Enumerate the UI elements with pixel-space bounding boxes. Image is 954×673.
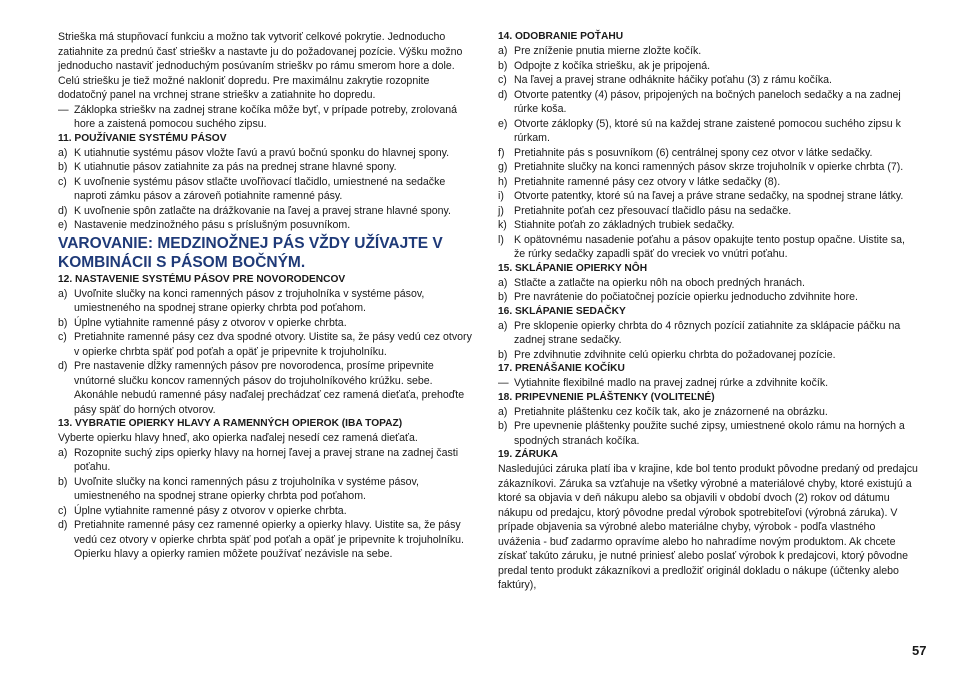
list-marker: i) bbox=[498, 190, 504, 202]
list-item bbox=[58, 287, 476, 316]
list-marker: c) bbox=[58, 504, 67, 517]
list-marker: c) bbox=[58, 175, 67, 188]
list-marker: a) bbox=[58, 146, 68, 159]
section-heading: 15. SKLÁPANIE OPIERKY NÔH bbox=[498, 262, 648, 274]
list-marker: a) bbox=[498, 405, 508, 418]
list-item bbox=[58, 218, 476, 233]
right-column bbox=[498, 30, 918, 593]
list-item-text: Pretiahnite pás s posuvníkom (6) centrálnej spony cez otvor v látke sedačky. bbox=[514, 146, 873, 159]
list-item-text: Stlačte a zatlačte na opierku nôh na oboch predných hranách. bbox=[514, 276, 805, 289]
list-item bbox=[498, 290, 918, 305]
list-item-text: Rozopnite suchý zips opierky hlavy na hornej ľavej a pravej strane na zadnej časti poťahu. bbox=[74, 446, 459, 473]
list-item bbox=[58, 330, 476, 359]
list-item-text: K opätovnému nasadenie poťahu a pásov opakujte tento postup opačne. Uistite sa, že rúrky sedačky zapadli späť do vreciek vo vnútri poťahu. bbox=[514, 233, 905, 260]
list-item bbox=[58, 204, 476, 219]
section-heading: 16. SKLÁPANIE SEDAČKY bbox=[498, 305, 626, 317]
list-item bbox=[498, 319, 918, 348]
list-marker: b) bbox=[498, 59, 508, 72]
paragraph: Vyberte opierku hlavy hneď, ako opierka naďalej nesedí cez ramená dieťaťa. bbox=[58, 432, 418, 444]
page-number: 57 bbox=[912, 643, 927, 658]
list-item-text: Otvorte záklopky (5), ktoré sú na každej strane zaistené pomocou suchého zipsu k rúrkam. bbox=[514, 117, 901, 144]
list-item-text: Pre nastavenie dĺžky ramenných pásov pre novorodenca, prosíme pripevnite vnútorné slučku koncov ramenných pásov do trojuholníkového krúžku. sebe. Akonáhle nebudú ramenné pásy naďalej prechádzať cez ramená dieťaťa, prehoďte pásy späť do horných otvorov. bbox=[74, 360, 465, 416]
list-marker: d) bbox=[498, 88, 508, 101]
list-item bbox=[498, 276, 918, 291]
section-heading: 17. PRENÁŠANIE KOČÍKU bbox=[498, 363, 625, 374]
list-item-text: Pretiahnite pláštenku cez kočík tak, ako je znázornené na obrázku. bbox=[514, 405, 828, 418]
list-marker: k) bbox=[498, 219, 507, 231]
list-marker: d) bbox=[58, 360, 68, 372]
list-item-text: Pretiahnite ramenné pásy cez dva spodné otvory. Uistite sa, že pásy vedú cez otvory v opierke chrbta späť pod poťah a opäť je pripevnite k trojuholníku. bbox=[74, 331, 472, 358]
list-marker: c) bbox=[498, 74, 507, 86]
section-heading: 11. POUŽÍVANIE SYSTÉMU PÁSOV bbox=[58, 132, 227, 144]
list-item-text: Vytiahnite flexibilné madlo na pravej zadnej rúrke a zdvihnite kočík. bbox=[514, 377, 829, 389]
warning-heading: VAROVANIE: MEDZINOŽNEJ PÁS VŽDY UŽÍVAJTE V KOMBINÁCII S PÁSOM BOČNÝM. bbox=[58, 234, 443, 271]
section-heading: 14. ODOBRANIE POŤAHU bbox=[498, 31, 624, 42]
list-marker: a) bbox=[498, 319, 508, 332]
list-item bbox=[498, 405, 918, 420]
list-item-text: Uvoľnite slučky na konci ramenných pásu z trojuholníka v systéme pásov, umiestneného na spodnej strane opierky chrbta pod poťahom. bbox=[74, 475, 419, 502]
list-item-text: Pre sklopenie opierky chrbta do 4 rôznych pozícií zatiahnite za sklápacie páčku na zadnej strane sedačky. bbox=[514, 319, 901, 346]
list-marker: — bbox=[58, 103, 69, 116]
list-item-text: K utiahnutie systému pásov vložte ľavú a pravú bočnú sponku do hlavnej spony. bbox=[74, 146, 450, 159]
list-marker: j) bbox=[498, 204, 504, 217]
list-item bbox=[498, 59, 918, 74]
list-marker: l) bbox=[498, 233, 504, 246]
list-item-text: Pretiahnite ramenné pásy cez otvory v látke sedačky (8). bbox=[514, 175, 781, 188]
list-item-text: Otvorte patentky (4) pásov, pripojených na bočných paneloch sedačky a na zadnej rúrke koša. bbox=[514, 88, 901, 115]
list-item-text: Nastavenie medzinožného pásu s príslušným posuvníkom. bbox=[74, 219, 351, 231]
list-item bbox=[58, 504, 476, 519]
list-item-text: Pre zníženie pnutia mierne zložte kočík. bbox=[514, 45, 702, 57]
section-heading: 19. ZÁRUKA bbox=[498, 449, 559, 460]
list-item bbox=[58, 316, 476, 331]
list-item-text: Pre zdvihnutie zdvihnite celú opierku chrbta do požadovanej pozície. bbox=[514, 348, 836, 361]
list-marker: g) bbox=[498, 161, 508, 173]
list-marker: a) bbox=[498, 45, 508, 57]
list-item bbox=[498, 348, 918, 363]
list-item-text: Pretiahnite slučky na konci ramenných pásov skrze trojuholník v opierke chrbta (7). bbox=[514, 161, 904, 173]
list-item bbox=[498, 204, 918, 219]
list-item-text: Stiahnite poťah zo základných trubiek sedačky. bbox=[514, 219, 735, 231]
list-item bbox=[58, 175, 476, 204]
list-item bbox=[498, 233, 918, 262]
list-marker: a) bbox=[498, 276, 508, 289]
list-marker: b) bbox=[58, 161, 68, 173]
list-item-text: K uvoľnenie systému pásov stlačte uvoľňovací tlačidlo, umiestnené na sedačke naproti zámku pásov a zároveň potiahnite ramenné pásy. bbox=[74, 175, 446, 202]
list-marker: f) bbox=[498, 146, 505, 159]
list-item bbox=[498, 88, 918, 117]
section-heading: 12. NASTAVENIE SYSTÉMU PÁSOV PRE NOVORODENCOV bbox=[58, 273, 346, 285]
list-marker: b) bbox=[498, 420, 508, 432]
list-item bbox=[58, 160, 476, 175]
list-item bbox=[498, 44, 918, 59]
list-item bbox=[498, 73, 918, 88]
list-marker: d) bbox=[58, 519, 68, 531]
list-marker: b) bbox=[498, 348, 508, 361]
list-item-text: Pre navrátenie do počiatočnej pozície opierku jednoducho zdvihnite hore. bbox=[514, 291, 858, 303]
list-item-text: Uvoľnite slučky na konci ramenných pásov z trojuholníka v systéme pásov, umiestneného na spodnej strane opierky chrbta pod poťahom. bbox=[74, 287, 425, 314]
list-item bbox=[58, 475, 476, 504]
list-item-text: Pretiahnite poťah cez přesouvací tlačidlo pásu na sedačke. bbox=[514, 204, 792, 217]
list-item bbox=[58, 146, 476, 161]
section-heading: 13. VYBRATIE OPIERKY HLAVY A RAMENNÝCH OPIEROK (IBA TOPAZ) bbox=[58, 418, 403, 429]
list-marker: b) bbox=[58, 316, 68, 329]
list-marker: a) bbox=[58, 446, 68, 459]
list-item bbox=[498, 117, 918, 146]
list-item-text: Pre upevnenie pláštenky použite suché zipsy, umiestnené okolo rámu na horných a spodných stranách kočíka. bbox=[514, 420, 905, 447]
list-item bbox=[58, 103, 476, 132]
list-marker: b) bbox=[58, 475, 68, 488]
list-item-text: Pretiahnite ramenné pásy cez ramenné opierky a opierky hlavy. Uistite sa, že pásy vedú cez otvory v opierke chrbta späť pod poťah a opäť je pripevnite k trojuholníku. Opierku hlavy a opierky ramien môžete používať nezávisle na sebe. bbox=[74, 519, 464, 560]
list-item bbox=[498, 218, 918, 233]
paragraph: Strieška má stupňovací funkciu a možno tak vytvoriť celkové pokrytie. Jednoducho zatiahnite za prednú časť strieškv a nastavte ju do požadovanej pozície. Výšku možno jednoducho nastaviť jednoduchým posúvaním strieškv po rámu smerom hore a dole. Celú striešku je tiež možné nakloniť dopredu. Pre maximálnu zakrytie rozopnite dodatočný panel na vrchnej strane strieškv a zatiahnite ho dopredu. bbox=[58, 31, 463, 101]
list-marker: b) bbox=[498, 291, 508, 303]
list-item bbox=[58, 359, 476, 417]
list-item-text: Na ľavej a pravej strane odháknite háčiky poťahu (3) z rámu kočíka. bbox=[514, 74, 832, 86]
list-item-text: K utiahnutie pásov zatiahnite za pás na prednej strane hlavné spony. bbox=[74, 161, 397, 173]
list-item bbox=[58, 446, 476, 475]
list-item bbox=[58, 518, 476, 562]
list-marker: — bbox=[498, 377, 509, 389]
list-item-text: Úplne vytiahnite ramenné pásy z otvorov v opierke chrbta. bbox=[74, 504, 347, 517]
section-heading: 18. PRIPEVNENIE PLÁŠTENKY (VOLITEĽNÉ) bbox=[498, 391, 715, 403]
list-item bbox=[498, 146, 918, 161]
list-item-text: K uvoľnenie spôn zatlačte na drážkovanie na ľavej a pravej strane hlavné spony. bbox=[74, 204, 451, 217]
list-item-text: Otvorte patentky, ktoré sú na ľavej a práve strane sedačky, na spodnej strane látky. bbox=[514, 190, 904, 202]
list-item bbox=[498, 160, 918, 175]
list-item bbox=[498, 419, 918, 448]
list-marker: a) bbox=[58, 287, 68, 300]
list-marker: d) bbox=[58, 204, 68, 217]
list-marker: c) bbox=[58, 331, 67, 343]
list-item-text: Úplne vytiahnite ramenné pásy z otvorov v opierke chrbta. bbox=[74, 316, 347, 329]
list-item-text: Odpojte z kočíka striešku, ak je pripojená. bbox=[514, 59, 711, 72]
list-marker: e) bbox=[58, 219, 68, 231]
list-marker: e) bbox=[498, 117, 508, 130]
list-marker: h) bbox=[498, 175, 508, 188]
list-item bbox=[498, 189, 918, 204]
paragraph: Nasledujúci záruka platí iba v krajine, kde bol tento produkt pôvodne predaný od predajcu zákazníkovi. Záruka sa vzťahuje na všetky výrobné a materiálové chyby, ktoré existujú a ktoré sa objavia v deň nákupu alebo sa objavili v období dvoch (2) rokov od dátumu nákupu od predajcu, ktorý pôvodne predal výrobok spotrebiteľovi (výrobná záruka). V prípade objavenia sa výrobné alebo materiálne chyby, výrobok - podľa vlastného uváženia - buď zadarmo opravíme alebo ho nahradíme novým produktom. Ak chcete získať takúto záruku, je nutné priniesť alebo poslať výrobok k predajcovi, ktorý pôvodne predal tento produkt zákazníkovi a predložiť originál dokladu o nákupe (účtenky alebo faktúry), bbox=[498, 463, 918, 591]
left-column bbox=[58, 30, 476, 562]
list-item bbox=[498, 376, 918, 391]
list-item-text: Záklopka strieškv na zadnej strane kočíka môže byť, v prípade potreby, zrolovaná hore a zaistená pomocou suchého zipsu. bbox=[74, 103, 457, 130]
list-item bbox=[498, 175, 918, 190]
